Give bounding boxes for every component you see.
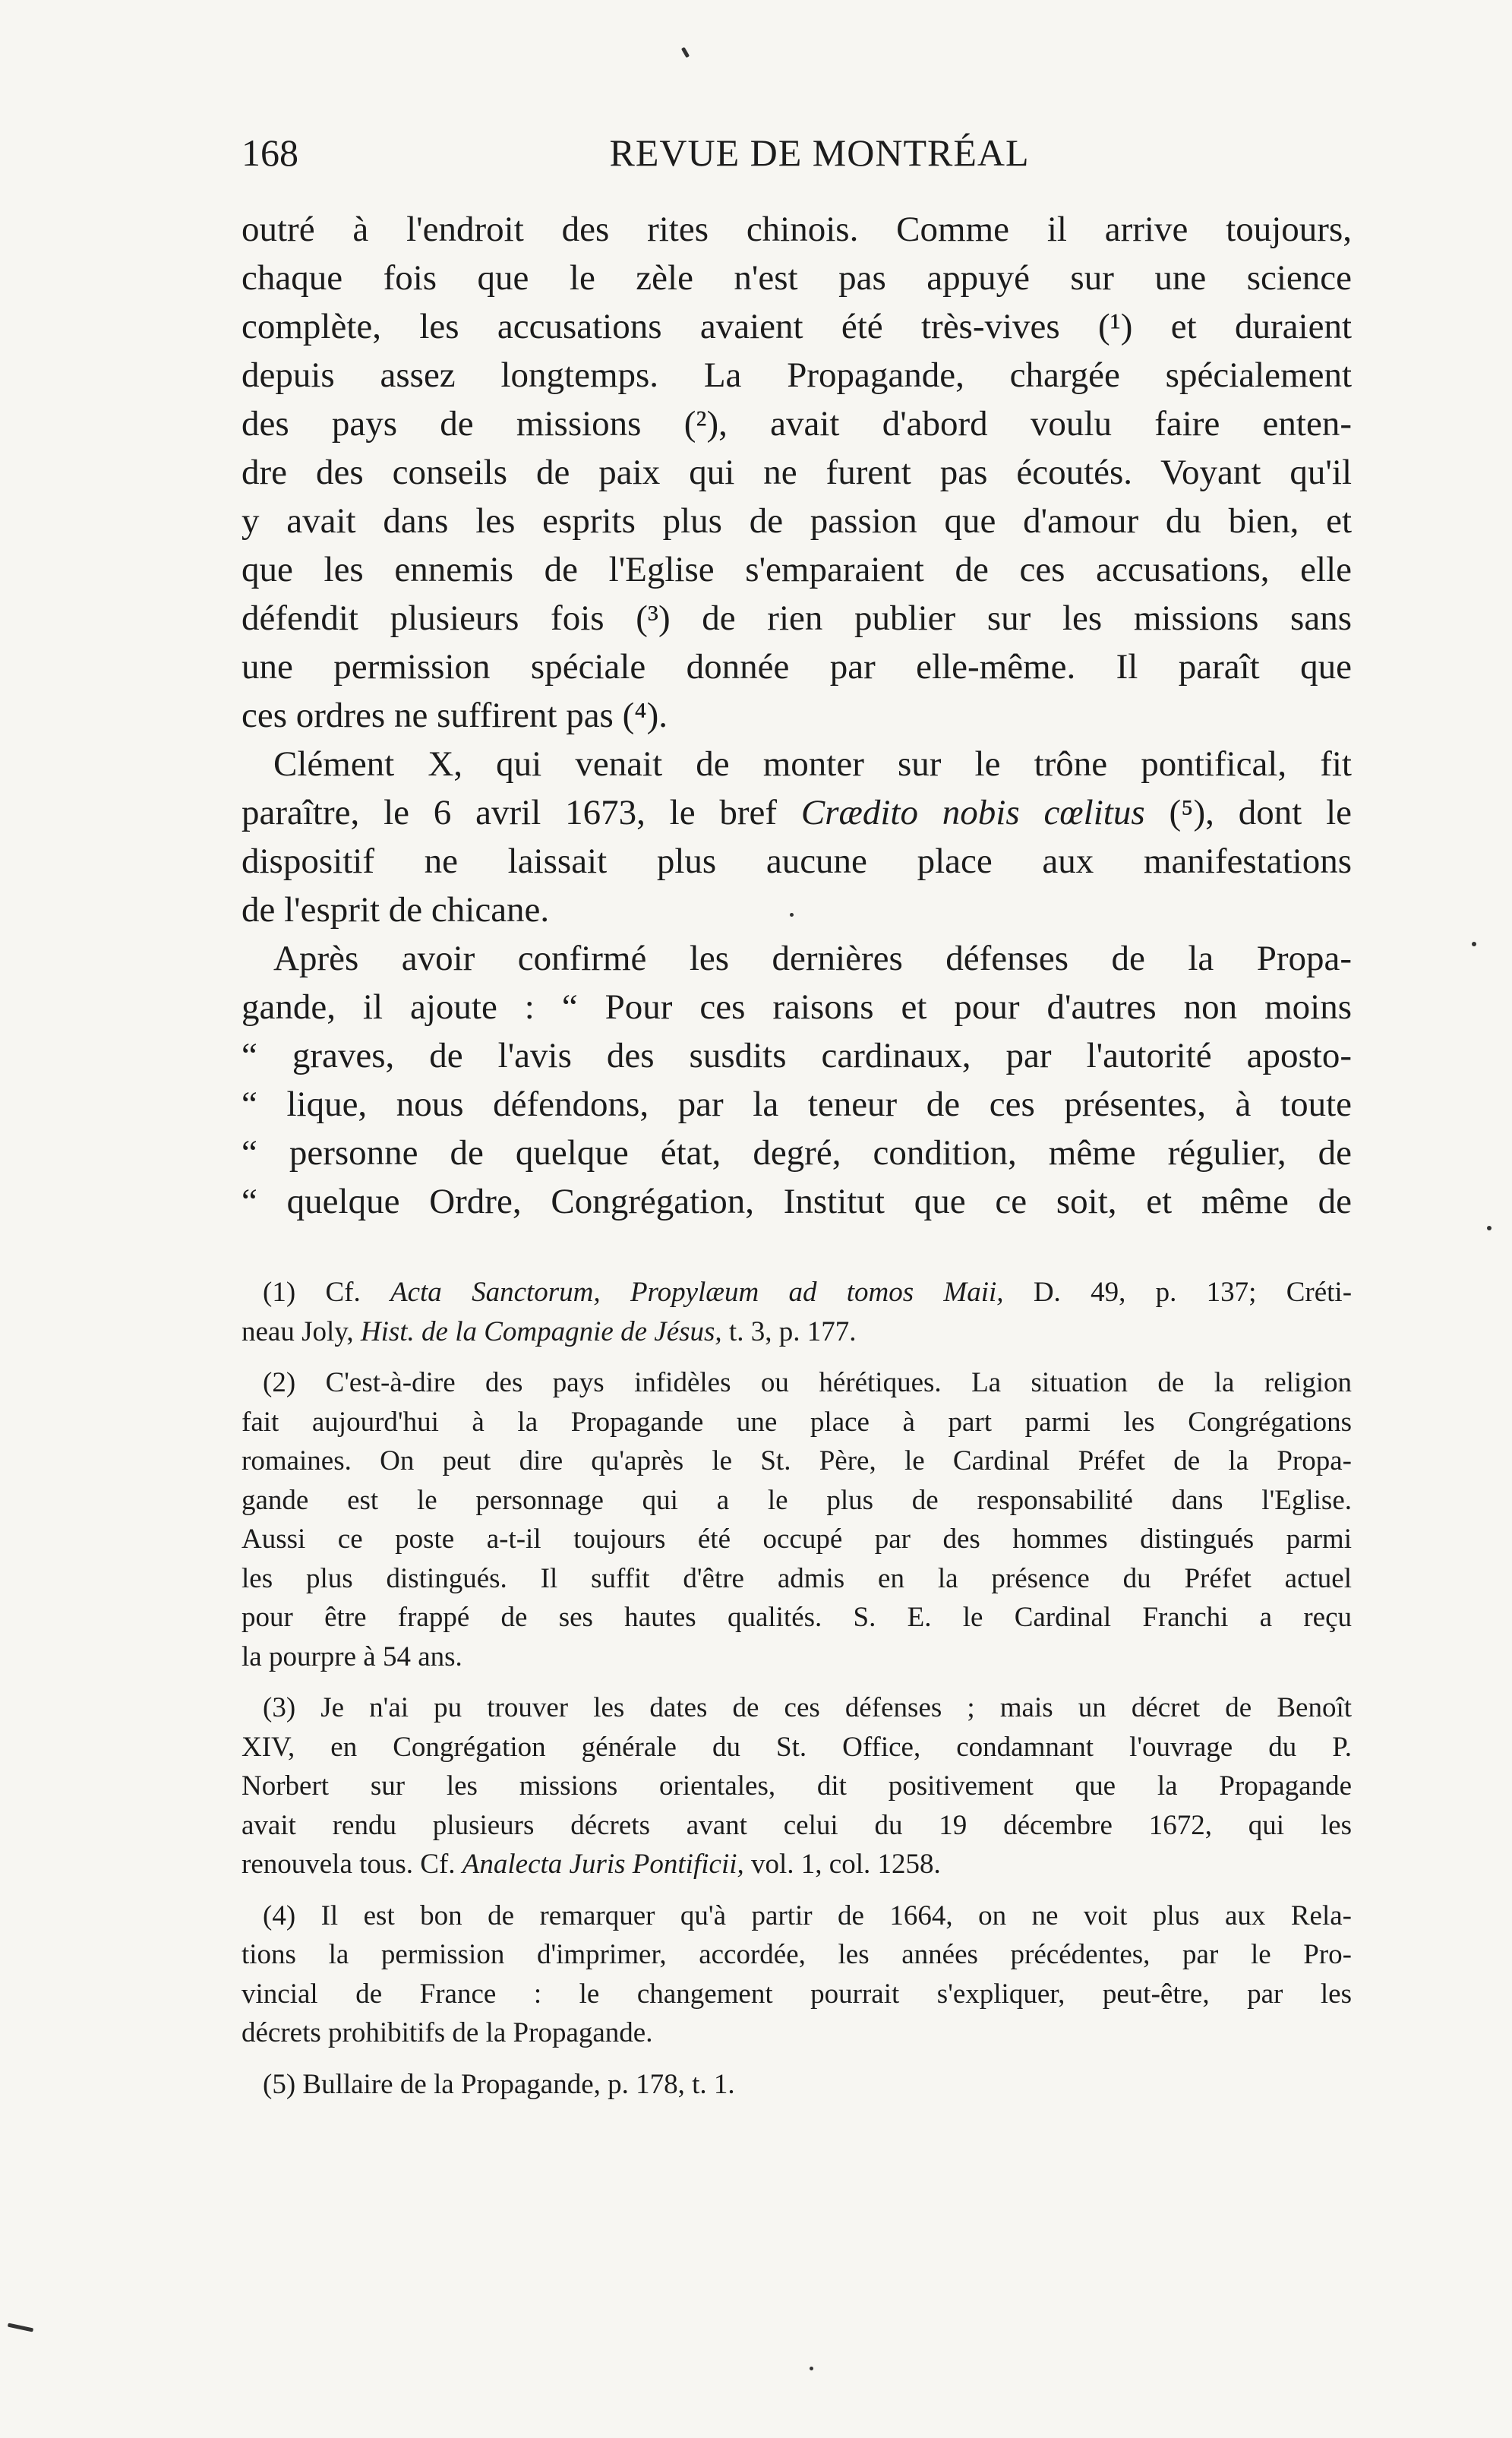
text-line: gande, il ajoute : “ Pour ces raisons et pour d'autres non moins [241, 987, 1352, 1027]
text-line: y avait dans les esprits plus de passion que d'amour du bien, et [241, 501, 1352, 541]
footnote-line [241, 1312, 1352, 1352]
speck [681, 47, 690, 58]
brief-title: Crædito nobis cœlitus [800, 793, 1145, 832]
main-text [241, 205, 1352, 1226]
footnote-line: fait aujourd'hui à la Propagande une place à part parmi les Congrégations [241, 1406, 1352, 1438]
text-fragment: vol. 1, col. 1258. [743, 1849, 941, 1880]
footnote-line: les plus distingués. Il suffit d'être admis en la présence du Préfet actuel [241, 1562, 1352, 1594]
footnote-line: la pourpre à 54 ans. [241, 1641, 462, 1672]
footnote-5 [263, 2065, 1352, 2105]
journal-title: REVUE DE MONTRÉAL [609, 131, 1030, 174]
footnote-line: (5) Bullaire de la Propagande, p. 178, t. 1. [263, 2068, 735, 2100]
text-line: dispositif ne laissait plus aucune place aux manifestations [241, 842, 1352, 881]
text-line: “ graves, de l'avis des susdits cardinaux, par l'autorité aposto- [241, 1036, 1352, 1075]
text-fragment: D. 49, p. 137; Créti- [1003, 1277, 1353, 1308]
footnote-line: (2) C'est-à-dire des pays infidèles ou hérétiques. La situation de la religion [263, 1367, 1352, 1398]
text-line: dre des conseils de paix qui ne furent pas écoutés. Voyant qu'il [241, 453, 1352, 492]
footnote-line: gande est le personnage qui a le plus de responsabilité dans l'Eglise. [241, 1484, 1352, 1516]
source-title: Hist. de la Compagnie de Jésus, [360, 1315, 722, 1347]
footnote-2 [241, 1363, 1352, 1676]
text-fragment: paraître, le 6 avril 1673, le bref [241, 793, 801, 832]
footnote-line: Aussi ce poste a-t-il toujours été occupé par des hommes distingués parmi [241, 1524, 1352, 1555]
paragraph-2 [241, 740, 1352, 934]
footnote-line: avait rendu plusieurs décrets avant celui du 19 décembre 1672, qui les [241, 1809, 1352, 1841]
text-line: des pays de missions (²), avait d'abord voulu faire enten- [241, 404, 1352, 444]
text-line: Après avoir confirmé les dernières défenses de la Propa- [273, 939, 1352, 978]
footnote-line: vincial de France : le changement pourrait s'expliquer, peut-être, par les [241, 1978, 1352, 2010]
text-fragment: (⁵), dont le [1144, 793, 1352, 832]
footnote-mark: (1) [263, 1277, 296, 1308]
text-fragment: Cf. [325, 1277, 390, 1308]
footnote-line: décrets prohibitifs de la Propagande. [241, 2017, 653, 2048]
footnote-line [241, 1845, 1352, 1884]
footnote-4 [241, 1896, 1352, 2053]
footnote-line: (3) Je n'ai pu trouver les dates de ces défenses ; mais un décret de Benoît [263, 1692, 1352, 1723]
paragraph-3 [241, 934, 1352, 1226]
text-line: chaque fois que le zèle n'est pas appuyé sur une science [241, 258, 1352, 298]
footnotes [241, 1273, 1353, 2116]
text-line: “ lique, nous défendons, par la teneur de ces présentes, à toute [241, 1085, 1352, 1124]
text-line: “ personne de quelque état, degré, condition, même régulier, de [241, 1133, 1352, 1173]
text-fragment: renouvela tous. Cf. [241, 1849, 462, 1880]
speck [790, 913, 794, 917]
footnote-line: tions la permission d'imprimer, accordée, les années précédentes, par le Pro- [241, 1939, 1352, 1970]
text-line: Clément X, qui venait de monter sur le trône pontifical, fit [273, 744, 1352, 784]
speck [8, 2323, 33, 2332]
text-line: de l'esprit de chicane. [241, 890, 550, 930]
text-line: que les ennemis de l'Eglise s'emparaient de ces accusations, elle [241, 550, 1352, 589]
footnote-line: pour être frappé de ses hautes qualités. S. E. le Cardinal Franchi a reçu [241, 1602, 1352, 1633]
footnote-line: XIV, en Congrégation générale du St. Office, condamnant l'ouvrage du P. [241, 1731, 1352, 1763]
text-line: complète, les accusations avaient été très-vives (¹) et duraient [241, 307, 1352, 346]
footnote-line: (4) Il est bon de remarquer qu'à partir de 1664, on ne voit plus aux Rela- [263, 1900, 1352, 1931]
text-line: ces ordres ne suffirent pas (⁴). [241, 696, 668, 735]
footnote-line: Norbert sur les missions orientales, dit positivement que la Propagande [241, 1770, 1352, 1802]
paragraph-1 [241, 205, 1352, 740]
footnote-line: romaines. On peut dire qu'après le St. Père, le Cardinal Préfet de la Propa- [241, 1445, 1352, 1476]
text-fragment: t. 3, p. 177. [721, 1315, 857, 1347]
running-head [241, 131, 1352, 184]
text-line: depuis assez longtemps. La Propagande, chargée spécialement [241, 355, 1352, 395]
source-title: Acta Sanctorum, Propylæum ad tomos Maii, [390, 1277, 1004, 1308]
text-line: outré à l'endroit des rites chinois. Comme il arrive toujours, [241, 210, 1352, 249]
speck [810, 2367, 813, 2370]
footnote-3 [241, 1688, 1352, 1884]
text-line: “ quelque Ordre, Congrégation, Institut que ce soit, et même de [241, 1182, 1352, 1221]
text-line: une permission spéciale donnée par elle-même. Il paraît que [241, 647, 1352, 687]
text-line: défendit plusieurs fois (³) de rien publier sur les missions sans [241, 598, 1352, 638]
text-fragment: neau Joly, [241, 1315, 361, 1347]
footnote-1 [241, 1273, 1353, 1351]
speck [1472, 942, 1476, 946]
speck [1487, 1226, 1491, 1230]
source-title: Analecta Juris Pontificii, [462, 1849, 744, 1880]
page-number: 168 [241, 131, 298, 174]
footnote-line [263, 1273, 1352, 1312]
text-line [241, 788, 1352, 837]
